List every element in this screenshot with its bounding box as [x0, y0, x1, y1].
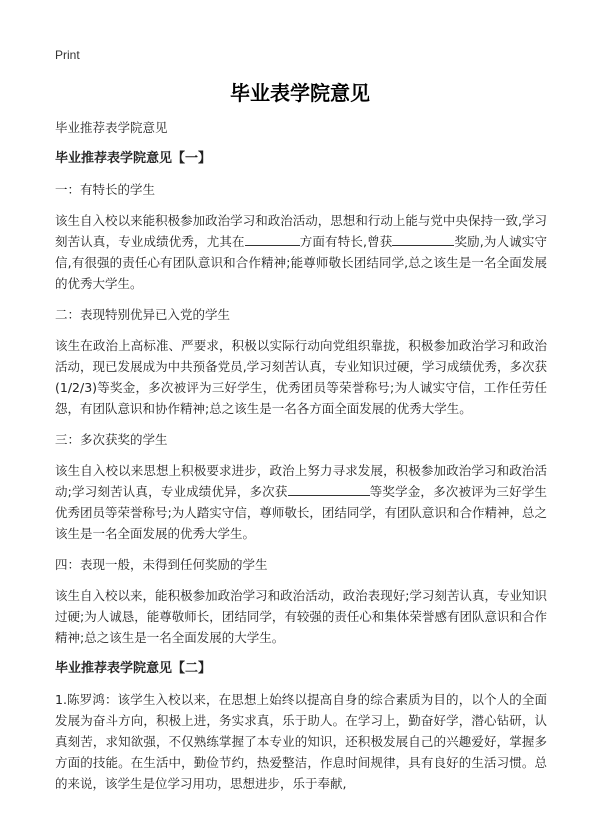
item-paragraph-3 — [55, 460, 547, 544]
section-heading-1: 毕业推荐表学院意见【一】 — [55, 151, 212, 166]
paragraph-text: 方面有特长,曾获 — [299, 234, 393, 249]
fill-in-blank — [288, 483, 370, 496]
fill-in-blank — [245, 233, 300, 246]
document-body — [55, 117, 547, 804]
item-paragraph-1 — [55, 210, 547, 294]
paragraph-text: 该生自入校以来思想上积极要求进步，政治上努力寻求发展，积极参加政治学习和政治活动;学习刻苦认真，专业成绩优异，多次获 — [55, 463, 547, 499]
section-heading-2: 毕业推荐表学院意见【二】 — [55, 661, 212, 676]
item-heading-2: 二：表现特别优异已入党的学生 — [55, 307, 231, 322]
paragraph-text: 该生自入校以来能积极参加政治学习和政治活动，思想和行动上能与党中央保持一致,学习刻苦认真，专业成绩优秀，尤其在 — [55, 213, 547, 249]
item-heading-4: 四：表现一般，未得到任何奖励的学生 — [55, 557, 268, 572]
page-title: 毕业表学院意见 — [230, 81, 370, 105]
item-paragraph-4: 该生自入校以来，能积极参加政治学习和政治活动，政治表现好;学习刻苦认真，专业知识过硬;为人诚恳，能尊敬师长，团结同学，有较强的责任心和集体荣誉感有团队意识和合作精神;总之该生是一名全面发展的大学生。 — [55, 588, 547, 645]
item-paragraph-2: 该生在政治上高标准、严要求，积极以实际行动向党组织靠拢，积极参加政治学习和政治活动，现已发展成为中共预备党员,学习刻苦认真，专业知识过硬，学习成绩优秀，多次获(1/2/3)等奖金，多次被评为三好学生，优秀团员等荣誉称号;为人诚实守信，工作任劳任怨，有团队意识和协作精神;总之该生是一名各方面全面发展的优秀大学生。 — [55, 338, 547, 416]
item-heading-1: 一：有特长的学生 — [55, 182, 156, 197]
item-heading-3: 三：多次获奖的学生 — [55, 432, 168, 447]
paragraph-text: 奖励,为人诚实守信,有很强的责任心有团队意识和合作精神;能尊师敬长团结同学,总之该生是一名全面发展的优秀大学生。 — [55, 234, 547, 291]
print-link[interactable]: Print — [55, 48, 80, 62]
document-subtitle: 毕业推荐表学院意见 — [55, 120, 168, 135]
paragraph-text: 等奖学金，多次被评为三好学生优秀团员等荣誉称号;为人踏实守信，尊师敬长，团结同学，有团队意识和合作精神，总之该生是一名全面发展的优秀大学生。 — [55, 484, 547, 541]
fill-in-blank — [392, 233, 454, 246]
section2-paragraph: 1.陈罗鸿：该学生入校以来，在思想上始终以提高自身的综合素质为目的，以个人的全面发展为奋斗方向，积极上进，务实求真，乐于助人。在学习上，勤奋好学，潜心钻研，认真刻苦，求知欲强，不仅熟练掌握了本专业的知识，还积极发展自己的兴趣爱好，掌握多方面的技能。在生活中，勤俭节约，热爱整洁，作息时间规律，具有良好的生活习惯。总的来说，该学生是位学习用功，思想进步，乐于奉献, — [55, 692, 547, 791]
